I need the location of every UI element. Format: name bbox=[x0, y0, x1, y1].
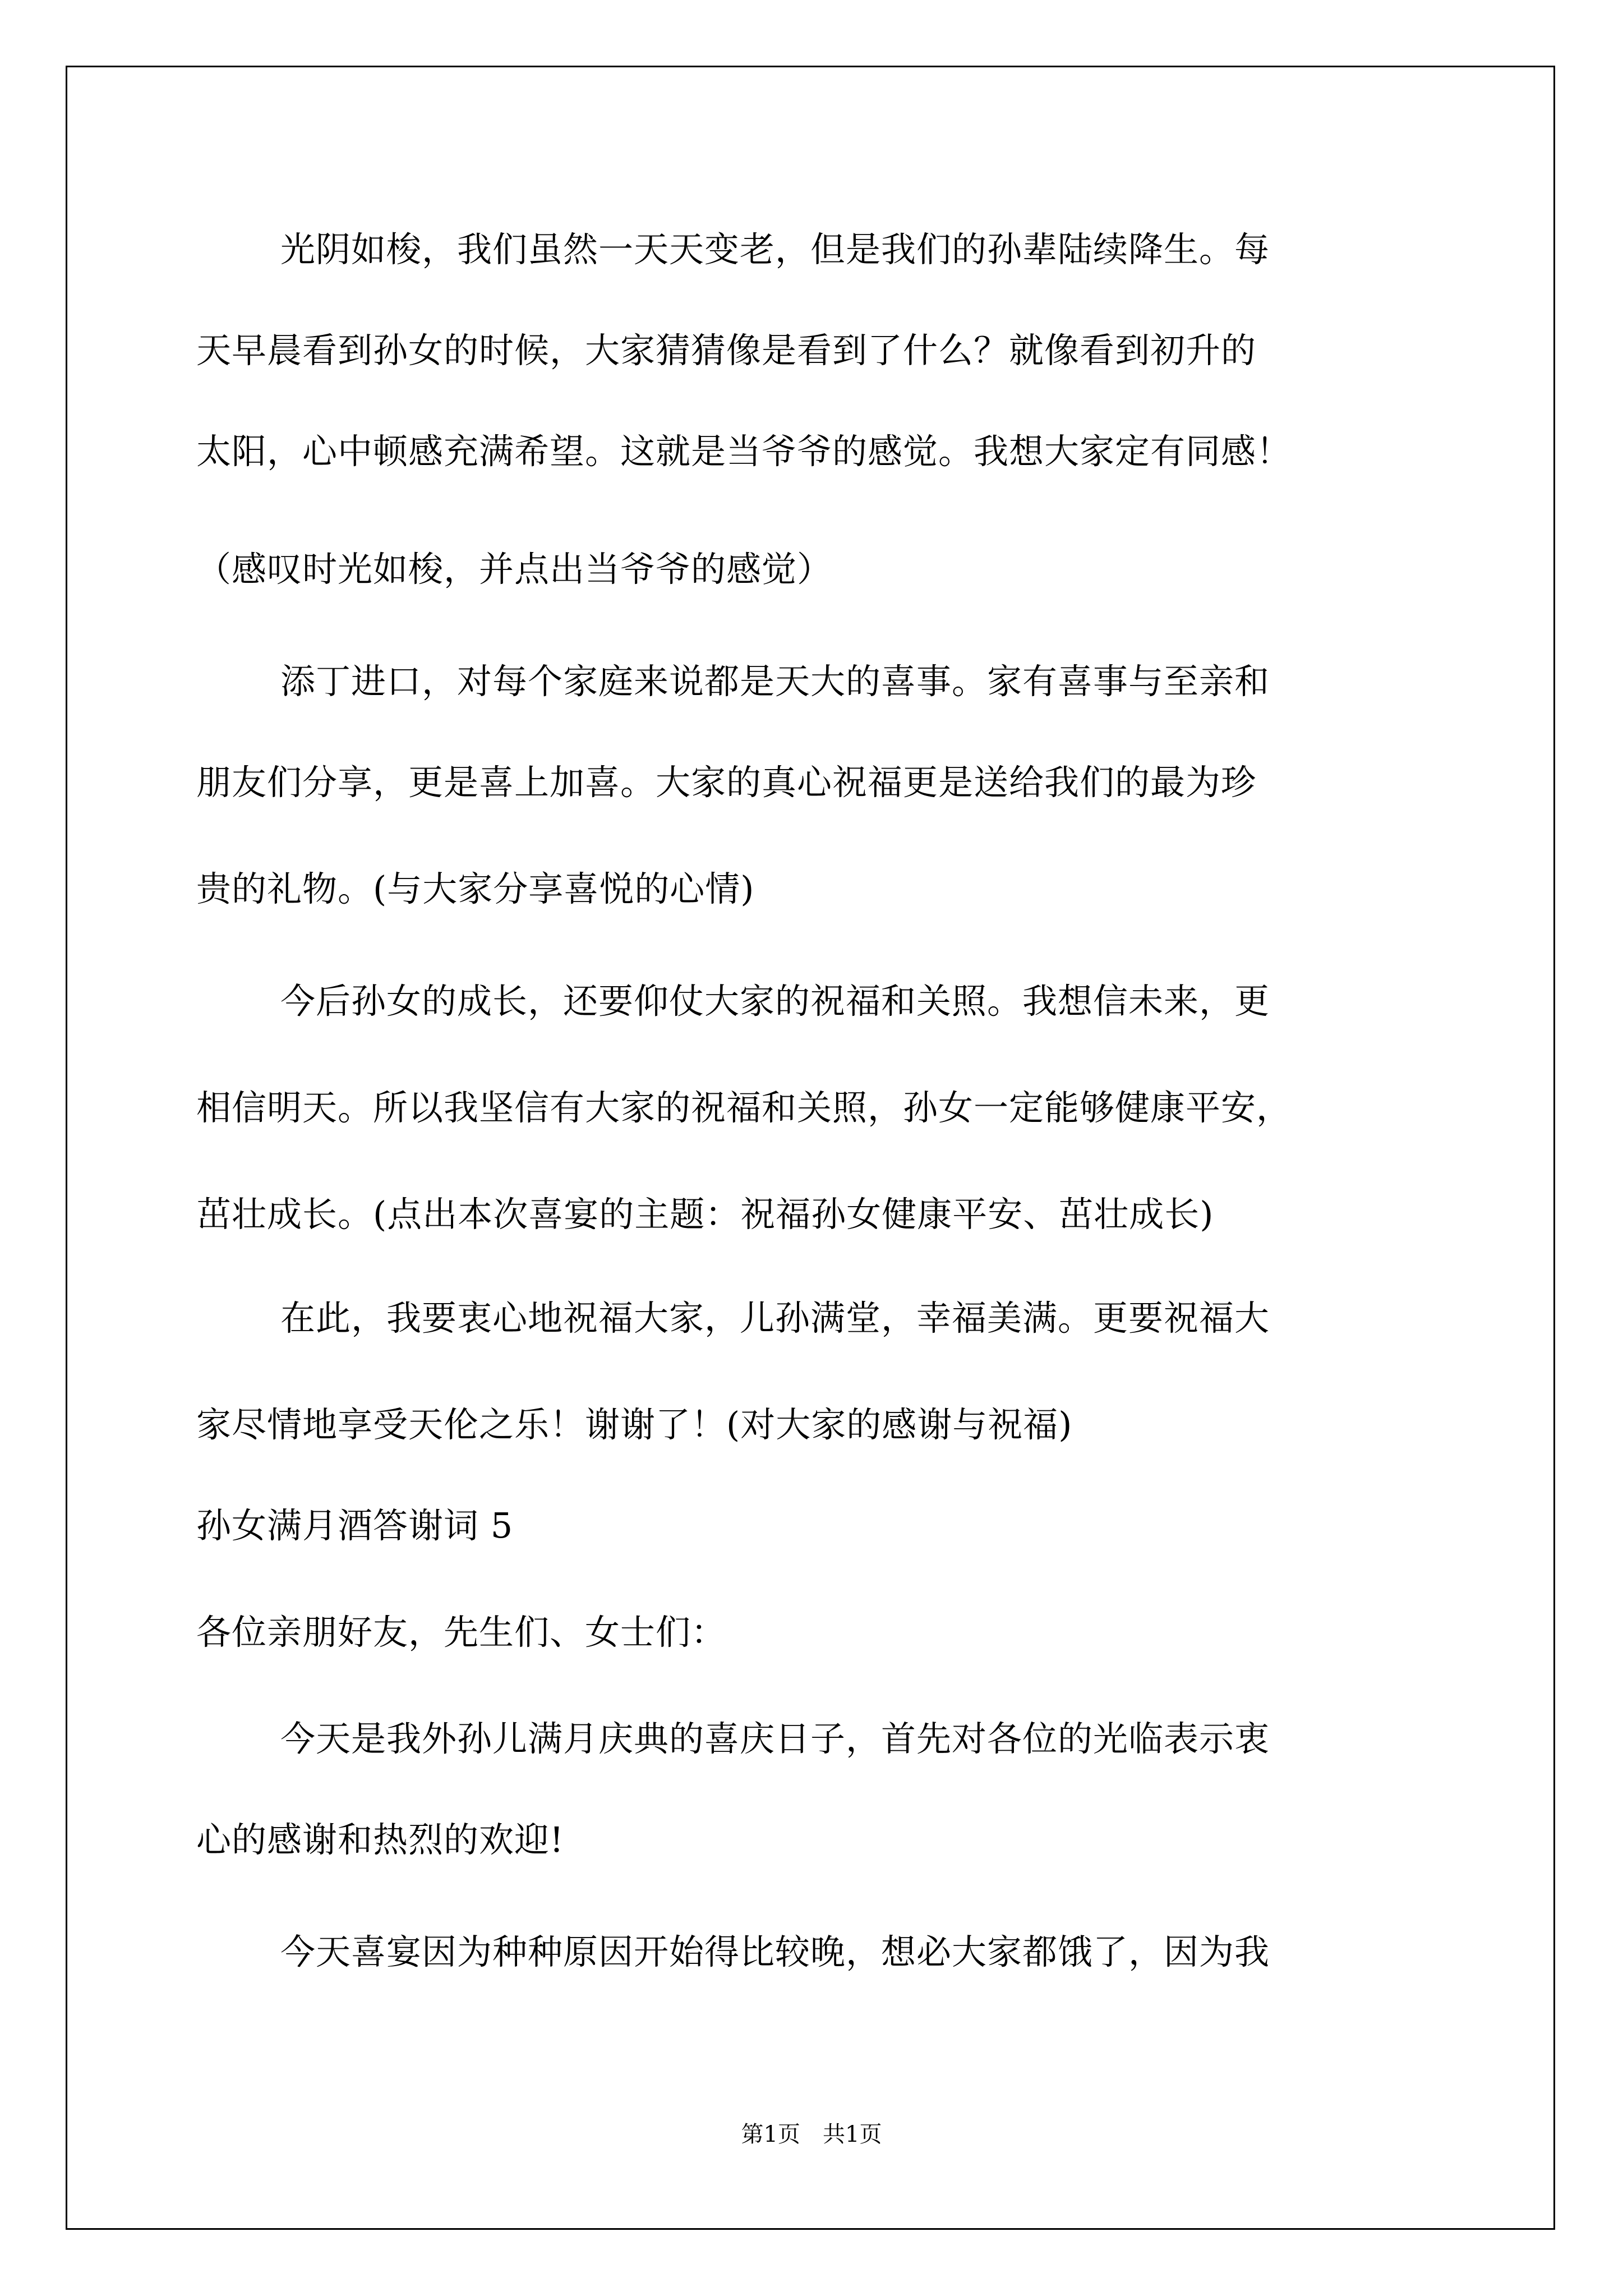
section-heading: 孙女满月酒答谢词 5 bbox=[196, 1505, 514, 1546]
page-border bbox=[66, 66, 1555, 2230]
salutation: 各位亲朋好友，先生们、女士们： bbox=[196, 1612, 727, 1653]
paragraph-3-line-1: 今后孙女的成长，还要仰仗大家的祝福和关照。我想信未来，更 bbox=[280, 981, 1270, 1022]
paragraph-6-line-1: 今天喜宴因为种种原因开始得比较晚，想必大家都饿了，因为我 bbox=[280, 1931, 1270, 1972]
paragraph-5-line-2: 心的感谢和热烈的欢迎! bbox=[196, 1819, 564, 1860]
paragraph-1-line-2: 天早晨看到孙女的时候，大家猜猜像是看到了什么？就像看到初升的 bbox=[196, 330, 1257, 371]
paragraph-1-line-1: 光阴如梭，我们虽然一天天变老，但是我们的孙辈陆续降生。每 bbox=[280, 229, 1270, 270]
paragraph-4-line-2: 家尽情地享受天伦之乐！谢谢了！(对大家的感谢与祝福) bbox=[196, 1404, 1073, 1445]
paragraph-4-line-1: 在此，我要衷心地祝福大家，儿孙满堂，幸福美满。更要祝福大 bbox=[280, 1297, 1270, 1338]
paragraph-1-line-4: （感叹时光如梭，并点出当爷爷的感觉） bbox=[196, 549, 833, 590]
paragraph-2-line-3: 贵的礼物。(与大家分享喜悦的心情) bbox=[196, 868, 755, 909]
paragraph-1-line-3: 太阳，心中顿感充满希望。这就是当爷爷的感觉。我想大家定有同感！ bbox=[196, 431, 1292, 472]
page-number-footer: 第1页 共1页 bbox=[741, 2122, 882, 2147]
paragraph-2-line-1: 添丁进口，对每个家庭来说都是天大的喜事。家有喜事与至亲和 bbox=[280, 661, 1270, 702]
paragraph-2-line-2: 朋友们分享，更是喜上加喜。大家的真心祝福更是送给我们的最为珍 bbox=[196, 762, 1257, 803]
paragraph-5-line-1: 今天是我外孙儿满月庆典的喜庆日子，首先对各位的光临表示衷 bbox=[280, 1718, 1270, 1759]
paragraph-3-line-3: 茁壮成长。(点出本次喜宴的主题：祝福孙女健康平安、茁壮成长) bbox=[196, 1194, 1214, 1235]
paragraph-3-line-2: 相信明天。所以我坚信有大家的祝福和关照，孙女一定能够健康平安， bbox=[196, 1087, 1292, 1128]
